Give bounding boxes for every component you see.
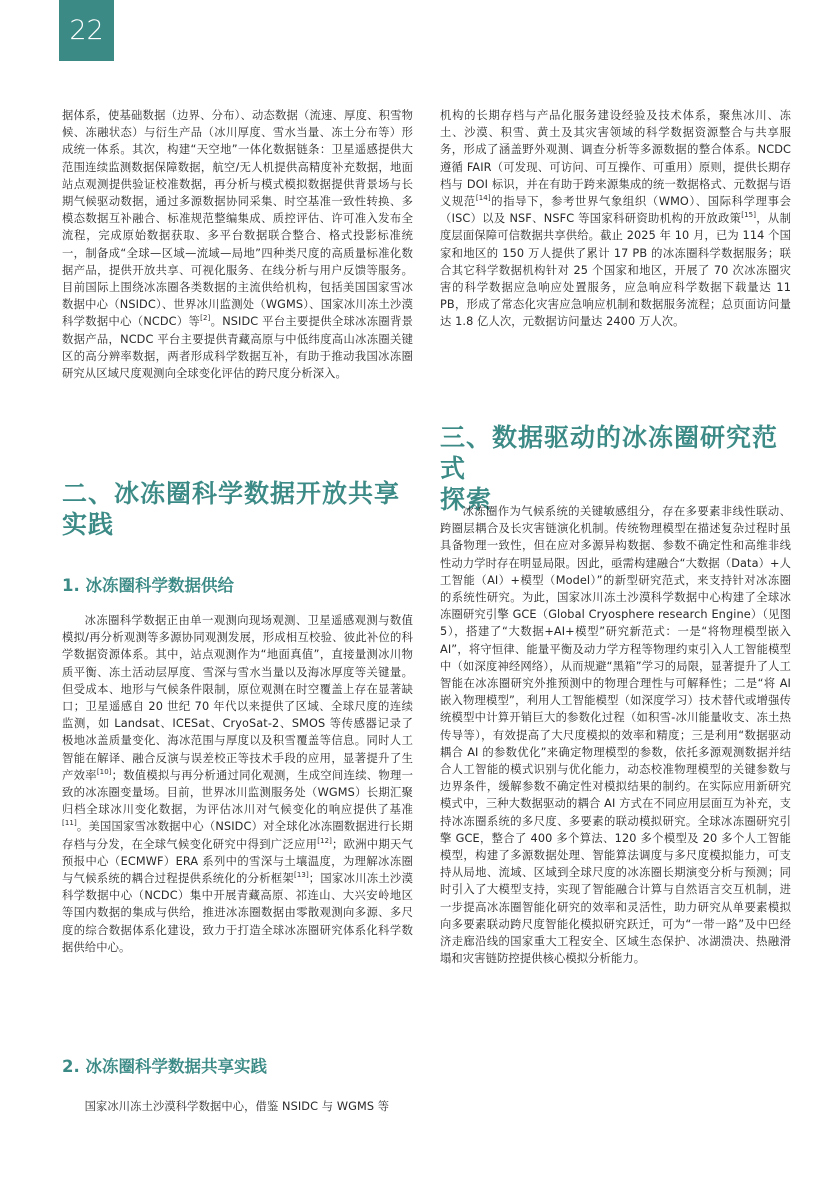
subsection-2-title: 2. 冰冻圈科学数据共享实践: [62, 1057, 267, 1076]
section-2-heading: 二、冰冻圈科学数据开放共享 实践: [62, 479, 401, 539]
subsection-1-title: 1. 冰冻圈科学数据供给: [62, 576, 234, 595]
citation: [15]: [741, 211, 757, 220]
citation: [12]: [317, 836, 332, 845]
section-3-heading: 三、数据驱动的冰冻圈研究范式 探索: [440, 423, 779, 514]
citation: [2]: [200, 314, 211, 323]
sharing-paragraph-start: 国家冰川冻土沙漠科学数据中心，借鉴 NSIDC 与 WGMS 等: [84, 1100, 390, 1113]
citation: [11]: [62, 819, 77, 828]
paradigm-paragraph: 冰冻圈作为气候系统的关键敏感组分，存在多要素非线性联动、跨圈层耦合及长灾害链演化机制。传统物理模型在描述复杂过程时虽具备物理一致性，但在应对多源异构数据、参数不确定性和高维非线性动力学时存在明显局限。因此，亟需构建融合“大数据（Data）+人工智能（AI）+模型（Model）”的新型研究范式，来支持针对冰冻圈的系统性研究。为此，国家冰川冻土沙漠科学数据中心构建了全球冰冻圈研究引擎 GCE（Global Cryosphere research Engine）（见图 5），搭建了“大数据+AI+模型”研究新范式：一是“将物理模型嵌入 AI”，将守恒律、能量平衡及动力学方程等物理约束引入人工智能模型中（如深度神经网络），从而规避“黑箱”学习的局限，显著提升了人工智能在冰冻圈研究外推预测中的物理合理性与可解释性；二是“将 AI 嵌入物理模型”，利用人工智能模型（如深度学习）技术替代或增强传统模型中计算开销巨大的参数化过程（如积雪-冰川能量收支、冻土热传导等），有效提高了大尺度模拟的效率和精度；三是利用“数据驱动耦合 AI 的参数优化”来确定物理模型的参数，依托多源观测数据并结合人工智能的模式识别与优化能力，动态校准物理模型的关键参数与边界条件，缓解参数不确定性对模拟结果的制约。在实际应用新研究模式中，三种大数据驱动的耦合 AI 方式在不同应用层面互为补充，支持冰冻圈系统的多尺度、多要素的联动模拟研究。全球冰冻圈研究引擎 GCE，整合了 400 多个算法、120 多个模型及 20 多个人工智能模型，构建了多源数据处理、智能算法调度与多尺度模拟能力，可支持从局地、流域、区域到全球尺度的冰冻圈长期演变分析与预测；同时引入了大模型支持，实现了智能融合计算与自然语言交互机制，进一步提高冰冻圈智能化研究的效率和灵活性，助力研究从单要素模拟向多要素联动跨尺度智能化模拟研究跃迁，可为“一带一路”及中巴经济走廊沿线的国家重大工程安全、区域生态保护、冰湖溃决、热融滑塌和灾害链防控提供核心模拟分析能力。: [440, 505, 791, 966]
citation: [14]: [475, 194, 491, 203]
supply-paragraph: 冰冻圈科学数据正由单一观测向现场观测、卫星遥感观测与数值模拟/再分析观测等多源协同观测发展，形成相互校验、彼此补位的科学数据资源体系。其中，站点观测作为“地面真值”，直接量测冰川物质平衡、冻土活动层厚度、雪深与雪水当量以及海冰厚度等关键量。但受成本、地形与气候条件限制，原位观测在时空覆盖上存在显著缺口；卫星遥感自 20 世纪 70 年代以来提供了区域、全球尺度的连续监测，如 Landsat、ICESat、CryoSat-2、SMOS 等传感器记录了极地冰盖质量变化、海冰范围与厚度以及积雪覆盖等信息。同时人工智能在解译、融合反演与误差校正等技术手段的应用，显著提升了生产效率[10]；数值模拟与再分析通过同化观测，生成空间连续、物理一致的冰冻圈变量场。目前，世界冰川监测服务处（WGMS）长期汇聚归档全球冰川变化数据，为评估冰川对气候变化的响应提供了基准[11]。美国国家雪冰数据中心（NSIDC）对全球化冰冻圈数据进行长期存档与分发，在全球气候变化研究中得到广泛应用[12]；欧洲中期天气预报中心（ECMWF）ERA 系列中的雪深与土壤温度，为理解冰冻圈与气候系统的耦合过程提供系统化的分析框架[13]；国家冰川冻土沙漠科学数据中心（NCDC）集中开展青藏高原、祁连山、大兴安岭地区等国内数据的集成与供给，推进冰冻圈数据由零散观测向多源、多尺度的综合数据体系化建设，致力于打造全球冰冻圈研究体系化科学数据供给中心。: [62, 614, 414, 954]
citation: [10]: [96, 768, 112, 777]
page-number: 22: [59, 0, 114, 61]
intro-paragraph: 据体系，使基础数据（边界、分布）、动态数据（流速、厚度、积雪物候、冻融状态）与衍生产品（冰川厚度、雪水当量、冻土分布等）形成统一体系。其次，构建“天空地”一体化数据链条：卫星遥感提供大范围连续监测数据保障数据，航空/无人机提供高精度补充数据，地面站点观测提供验证校准数据，再分析与模式模拟数据提供背景场与长期气候驱动数据，通过多源数据协同采集、时空基准一致性转换、多模态数据互补融合、标准规范整编集成、质控评估、许可准入发布全流程，完成原始数据获取、多平台数据联合整合、格式投影标准统一，制备成“全球—区域—流域—局地”四种类尺度的高质量标准化数据产品，提供开放共享、可视化服务、在线分析与用户反馈等服务。目前国际上围绕冰冻圈各类数据的主流供给机构，包括美国国家雪冰数据中心（NSIDC）、世界冰川监测处（WGMS）、国家冰川冻土沙漠科学数据中心（NCDC）等[2]。NSIDC 平台主要提供全球冰冻圈背景数据产品，NCDC 平台主要提供青藏高原与中低纬度高山冰冻圈关键区的高分辨率数据，两者形成科学数据互补，有助于推动我国冰冻圈研究从区域尺度观测向全球变化评估的跨尺度分析深入。: [62, 109, 413, 381]
sharing-paragraph-continued: 机构的长期存档与产品化服务建设经验及技术体系，聚焦冰川、冻土、沙漠、积雪、黄土及其灾害领域的科学数据资源整合与共享服务，形成了涵盖野外观测、调查分析等多源数据的整合体系。NCDC 遵循 FAIR（可发现、可访问、可互操作、可重用）原则，提供长期存档与 DOI 标识，并在有助于跨来源集成的统一数据格式、元数据与语义规范[14]的指导下，参考世界气象组织（WMO）、国际科学理事会（ISC）以及 NSF、NSFC 等国家科研资助机构的开放政策[15]，从制度层面保障可信数据共享供给。截止 2025 年 10 月，已为 114 个国家和地区的 150 万人提供了累计 17 PB 的冰冻圈科学数据服务；联合其它科学数据机构针对 25 个国家和地区，开展了 70 次冰冻圈灾害的科学数据应急响应处置服务，应急响应科学数据下载量达 11 PB，形成了常态化灾害应急响应机制和数据服务流程；总页面访问量达 1.8 亿人次，元数据访问量达 2400 万人次。: [440, 109, 791, 329]
citation: [13]: [294, 871, 309, 880]
